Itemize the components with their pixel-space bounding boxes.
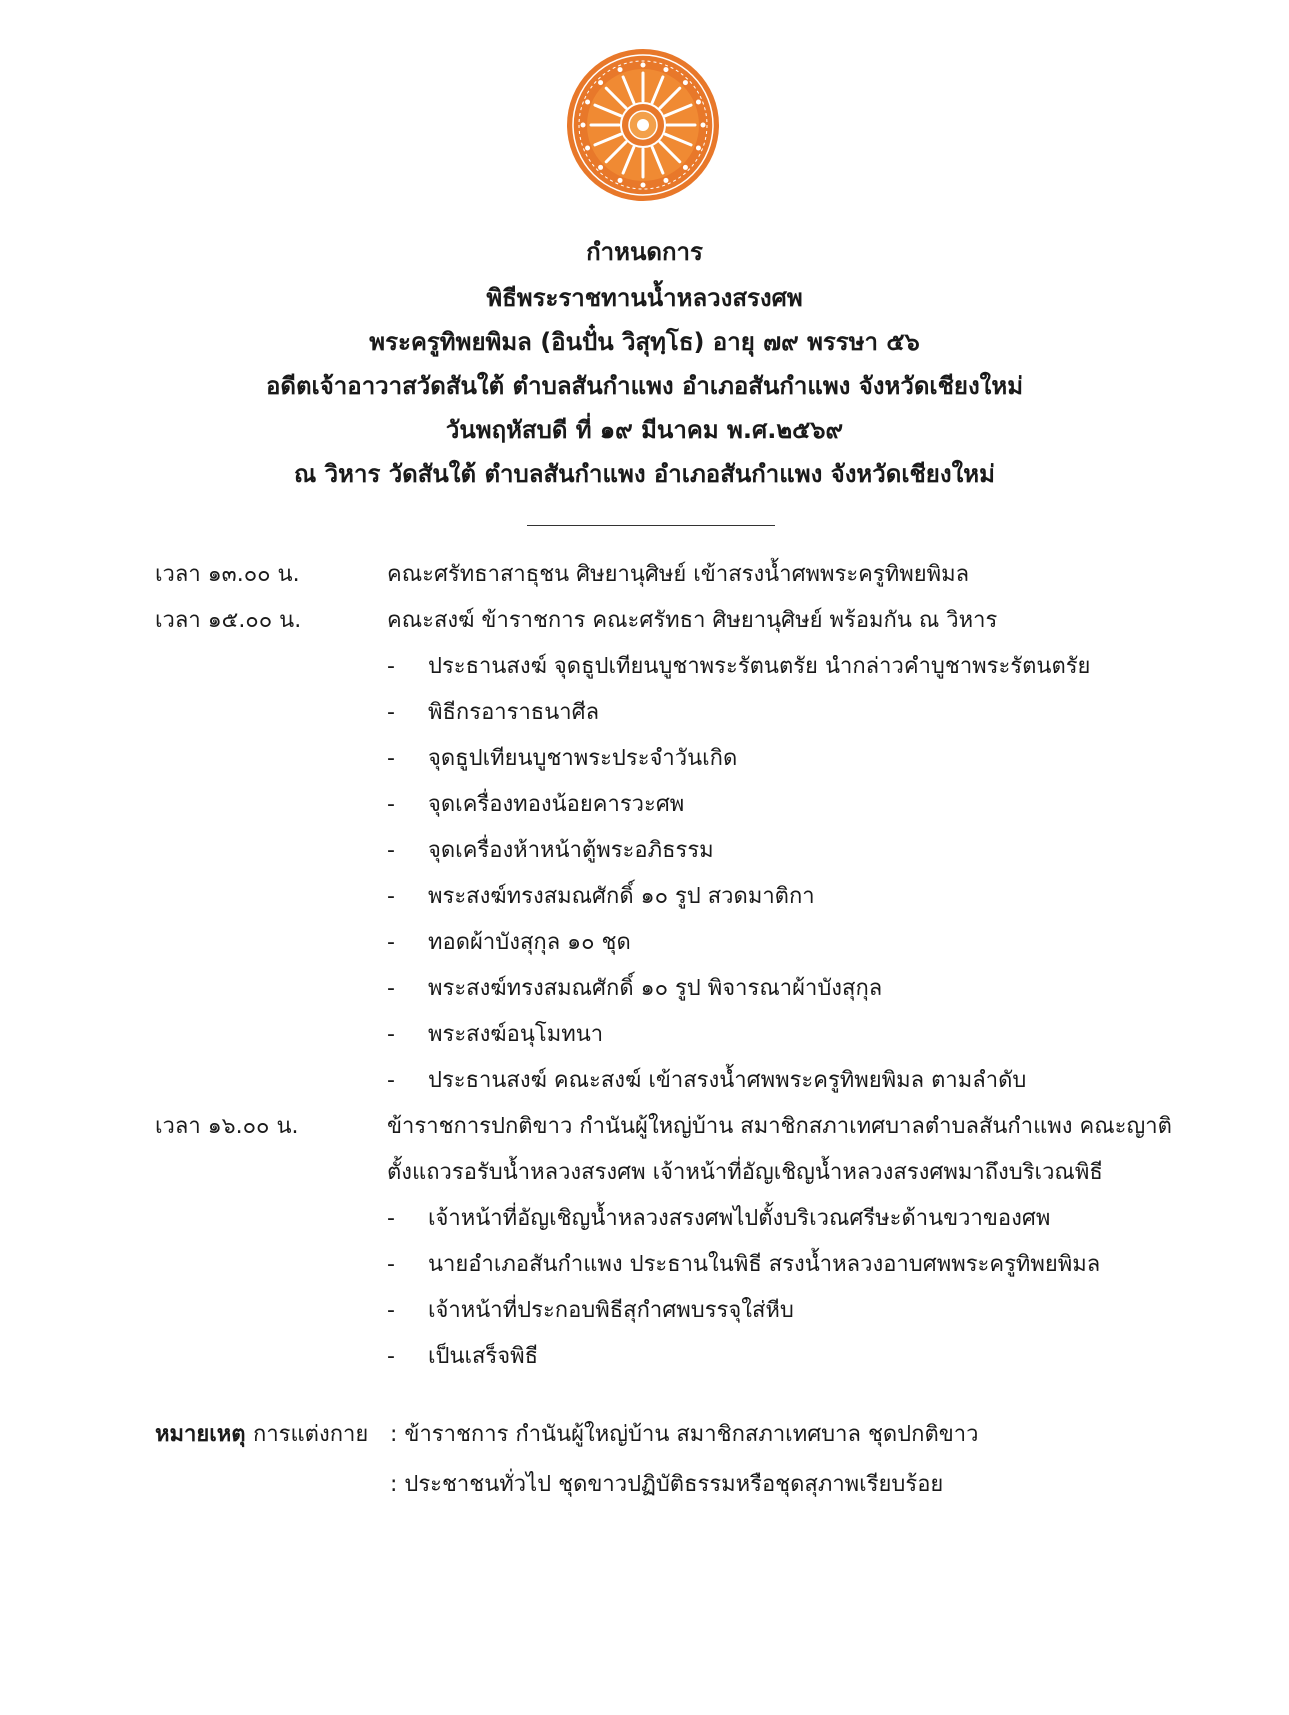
bullet-dash: - <box>387 1022 395 1047</box>
dharma-wheel-logo <box>566 48 720 202</box>
schedule-subitem <box>0 874 1289 920</box>
dharma-wheel-icon <box>566 48 720 202</box>
schedule-subitem <box>0 1288 1289 1334</box>
schedule-description: ข้าราชการปกติขาว กำนันผู้ใหญ่บ้าน สมาชิกสภาเทศบาลตำบลสันกำแพง คณะญาติ <box>387 1114 1172 1139</box>
wheel-rim-dot <box>683 165 688 170</box>
bullet-dash: - <box>387 1252 395 1277</box>
dress-code-officials: : ข้าราชการ กำนันผู้ใหญ่บ้าน สมาชิกสภาเทศบาล ชุดปกติขาว <box>390 1422 979 1447</box>
wheel-rim-dot <box>581 123 586 128</box>
schedule-description-continued: ตั้งแถวรอรับน้ำหลวงสรงศพ เจ้าหน้าที่อัญเชิญน้ำหลวงสรงศพมาถึงบริเวณพิธี <box>387 1160 1103 1185</box>
wheel-rim-dot <box>641 183 646 188</box>
schedule-subitem <box>0 1242 1289 1288</box>
wheel-rim-dot <box>696 145 701 150</box>
subitem-text: ประธานสงฆ์ จุดธูปเทียนบูชาพระรัตนตรัย นำกล่าวคำบูชาพระรัตนตรัย <box>428 654 1091 679</box>
bullet-dash: - <box>387 1344 395 1369</box>
schedule-subitem <box>0 782 1289 828</box>
schedule-subitem <box>0 828 1289 874</box>
header-divider <box>527 525 775 526</box>
ceremony-name: พิธีพระราชทานน้ำหลวงสรงศพ <box>486 284 803 312</box>
schedule-subitem <box>0 1058 1289 1104</box>
schedule-time: เวลา ๑๕.๐๐ น. <box>155 608 302 633</box>
bullet-dash: - <box>387 700 395 725</box>
subitem-text: ทอดผ้าบังสุกุล ๑๐ ชุด <box>428 930 631 955</box>
document-title: กำหนดการ <box>586 238 703 266</box>
schedule-subitem <box>0 966 1289 1012</box>
monk-name: พระครูทิพยพิมล (อินปั๋น วิสุทฺโธ) อายุ ๗๙ พรรษา ๕๖ <box>369 328 920 356</box>
subitem-text: เป็นเสร็จพิธี <box>428 1344 539 1369</box>
subitem-text: เจ้าหน้าที่อัญเชิญน้ำหลวงสรงศพไปตั้งบริเวณศรีษะด้านขวาของศพ <box>428 1206 1051 1231</box>
wheel-rim-dot <box>641 63 646 68</box>
schedule-subitem <box>0 920 1289 966</box>
note-row <box>0 1410 1289 1460</box>
ceremony-date: วันพฤหัสบดี ที่ ๑๙ มีนาคม พ.ศ.๒๕๖๙ <box>445 416 844 444</box>
wheel-rim-dot <box>663 67 668 72</box>
subitem-text: พระสงฆ์ทรงสมณศักดิ์ ๑๐ รูป พิจารณาผ้าบังสุกุล <box>428 976 883 1001</box>
subitem-text: จุดธูปเทียนบูชาพระประจำวันเกิด <box>428 746 738 771</box>
bullet-dash: - <box>387 654 395 679</box>
wheel-rim-dot <box>663 178 668 183</box>
schedule-row <box>0 1104 1289 1150</box>
bullet-dash: - <box>387 792 395 817</box>
subitem-text: นายอำเภอสันกำแพง ประธานในพิธี สรงน้ำหลวงอาบศพพระครูทิพยพิมล <box>428 1252 1101 1277</box>
wheel-rim-dot <box>598 165 603 170</box>
note-section <box>0 1410 1289 1510</box>
schedule-subitem <box>0 1196 1289 1242</box>
bullet-dash: - <box>387 1298 395 1323</box>
note-label: หมายเหตุ <box>155 1422 246 1447</box>
schedule-subitem <box>0 690 1289 736</box>
schedule-description: คณะสงฆ์ ข้าราชการ คณะศรัทธา ศิษยานุศิษย์ พร้อมกัน ณ วิหาร <box>387 608 998 633</box>
wheel-rim-dot <box>585 100 590 105</box>
note-row <box>0 1460 1289 1510</box>
bullet-dash: - <box>387 838 395 863</box>
dress-code-public: : ประชาชนทั่วไป ชุดขาวปฏิบัติธรรมหรือชุดสุภาพเรียบร้อย <box>390 1472 944 1497</box>
schedule-row-continuation <box>0 1150 1289 1196</box>
schedule-row <box>0 598 1289 644</box>
subitem-text: พระสงฆ์อนุโมทนา <box>428 1022 604 1047</box>
subitem-text: ประธานสงฆ์ คณะสงฆ์ เข้าสรงน้ำศพพระครูทิพยพิมล ตามลำดับ <box>428 1068 1027 1093</box>
subitem-text: พระสงฆ์ทรงสมณศักดิ์ ๑๐ รูป สวดมาติกา <box>428 884 815 909</box>
wheel-rim-dot <box>598 80 603 85</box>
bullet-dash: - <box>387 1068 395 1093</box>
schedule-time: เวลา ๑๖.๐๐ น. <box>155 1114 299 1139</box>
document-header <box>0 228 1289 496</box>
schedule-subitem <box>0 644 1289 690</box>
wheel-rim-dot <box>696 100 701 105</box>
bullet-dash: - <box>387 746 395 771</box>
bullet-dash: - <box>387 1206 395 1231</box>
schedule-subitem <box>0 1334 1289 1380</box>
wheel-rim-dot <box>618 178 623 183</box>
schedule-time: เวลา ๑๓.๐๐ น. <box>155 562 300 587</box>
schedule-row <box>0 552 1289 598</box>
subitem-text: จุดเครื่องทองน้อยคารวะศพ <box>428 792 685 817</box>
wheel-rim-dot <box>701 123 706 128</box>
subitem-text: เจ้าหน้าที่ประกอบพิธีสุกำศพบรรจุใส่หีบ <box>428 1298 794 1323</box>
subitem-text: พิธีกรอาราธนาศีล <box>428 700 600 725</box>
bullet-dash: - <box>387 976 395 1001</box>
dress-code-label: การแต่งกาย <box>253 1422 369 1447</box>
wheel-rim-dot <box>585 145 590 150</box>
schedule-subitem <box>0 736 1289 782</box>
schedule-subitem <box>0 1012 1289 1058</box>
bullet-dash: - <box>387 884 395 909</box>
schedule-description: คณะศรัทธาสาธุชน ศิษยานุศิษย์ เข้าสรงน้ำศพพระครูทิพยพิมล <box>387 562 970 587</box>
ceremony-venue: ณ วิหาร วัดสันใต้ ตำบลสันกำแพง อำเภอสันกำแพง จังหวัดเชียงใหม่ <box>294 460 995 488</box>
wheel-rim-dot <box>618 67 623 72</box>
schedule <box>0 552 1289 1380</box>
bullet-dash: - <box>387 930 395 955</box>
monk-position: อดีตเจ้าอาวาสวัดสันใต้ ตำบลสันกำแพง อำเภอสันกำแพง จังหวัดเชียงใหม่ <box>265 372 1024 400</box>
wheel-rim-dot <box>683 80 688 85</box>
subitem-text: จุดเครื่องห้าหน้าตู้พระอภิธรรม <box>428 838 714 863</box>
